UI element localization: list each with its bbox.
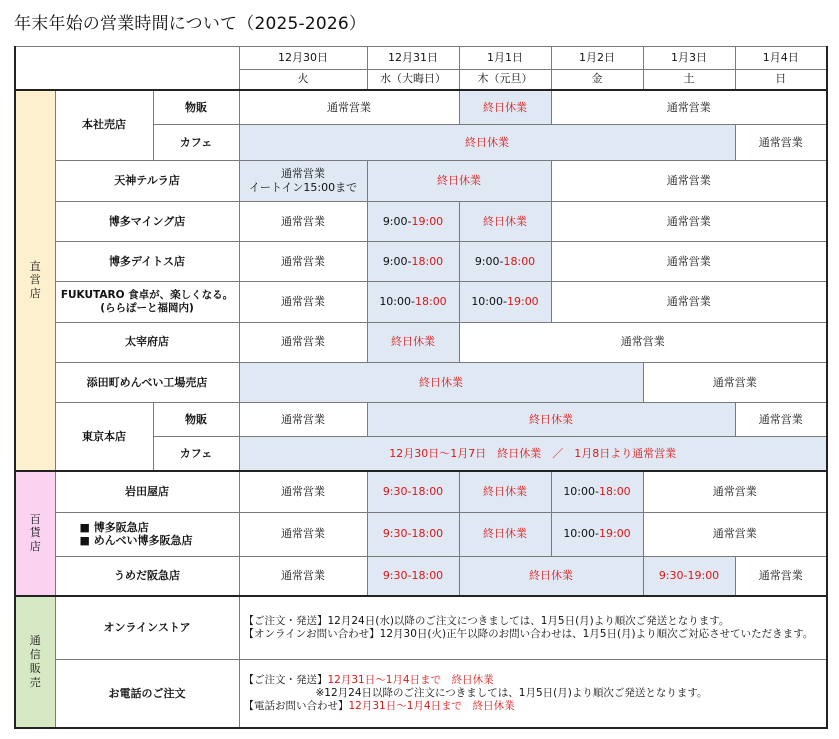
cell-closed: 終日休業 <box>459 512 551 556</box>
channel-phone-order: お電話のご注文 <box>55 660 239 728</box>
cell-normal: 通常営業 <box>643 471 827 512</box>
cell-normal: 通常営業 <box>239 512 367 556</box>
cell-hours: 9:30-18:00 <box>367 512 459 556</box>
cell-normal: 通常営業 <box>239 322 367 362</box>
channel-online-store: オンラインストア <box>55 596 239 660</box>
col-date: 1月4日 <box>735 47 827 70</box>
cell-closed: 終日休業 <box>367 322 459 362</box>
category-direct-stores: 直 営 店 <box>15 90 55 471</box>
cell-normal: 通常営業 <box>735 403 827 437</box>
store-maing: 博多マイング店 <box>55 201 239 241</box>
store-deitos: 博多デイトス店 <box>55 242 239 282</box>
cell-normal: 通常営業 <box>551 90 827 125</box>
cell-closed: 終日休業 <box>459 90 551 125</box>
col-dow: 水（大晦日） <box>367 69 459 90</box>
cell-normal: 通常営業 <box>239 282 367 322</box>
store-tokyo: 東京本店 <box>55 403 153 471</box>
cell-normal: 通常営業 <box>551 160 827 201</box>
cell-normal: 通常営業 <box>643 362 827 402</box>
cell-normal: 通常営業 <box>239 403 367 437</box>
store-iwataya: 岩田屋店 <box>55 471 239 512</box>
cell-hours: 9:00-18:00 <box>459 242 551 282</box>
cell-hours: 9:00-19:00 <box>367 201 459 241</box>
cell-normal: 通常営業 <box>239 201 367 241</box>
cell-normal: 通常営業 <box>239 90 459 125</box>
col-dow: 火 <box>239 69 367 90</box>
cell-closed: 終日休業 <box>459 201 551 241</box>
cell-normal: 通常営業 <box>239 471 367 512</box>
header-corner <box>15 47 239 90</box>
sub-buppan: 物販 <box>153 403 239 437</box>
cell-hours: 9:30-19:00 <box>643 556 735 595</box>
cell-closed: 終日休業 <box>459 471 551 512</box>
cell-hours: 9:30-18:00 <box>367 471 459 512</box>
cell-tokyo-cafe: 12月30日～1月7日 終日休業 ／ 1月8日より通常営業 <box>239 437 827 471</box>
cell-normal: 通常営業 <box>551 201 827 241</box>
category-mail-order: 通 信 販 売 <box>15 596 55 728</box>
col-dow: 日 <box>735 69 827 90</box>
cell-normal: 通常営業 <box>735 556 827 595</box>
cell-closed: 終日休業 <box>459 556 643 595</box>
cell-normal: 通常営業 <box>239 556 367 595</box>
category-department-stores: 百 貨 店 <box>15 471 55 596</box>
sub-cafe: カフェ <box>153 125 239 160</box>
store-honsha: 本社売店 <box>55 90 153 160</box>
cell-hours: 10:00-19:00 <box>459 282 551 322</box>
cell-normal: 通常営業 <box>643 512 827 556</box>
col-date: 12月31日 <box>367 47 459 70</box>
col-date: 12月30日 <box>239 47 367 70</box>
cell-normal: 通常営業 <box>551 242 827 282</box>
cell-hours: 10:00-18:00 <box>551 471 643 512</box>
online-notes: 【ご注文・発送】12月24日(水)以降のご注文につきましては、1月5日(月)より順次ご発送となります。 【オンラインお問い合わせ】12月30日(火)正午以降のお問い合わせは、1月5日(月)より順次ご対応させていただきます。 <box>239 596 827 660</box>
cell-hours: 9:30-18:00 <box>367 556 459 595</box>
cell-closed: 終日休業 <box>239 125 735 160</box>
store-tenjin: 天神テルラ店 <box>55 160 239 201</box>
store-hakata-hankyu: ■ 博多阪急店 ■ めんべい博多阪急店 <box>55 512 239 556</box>
cell-tenjin-note: 通常営業 イートイン15:00まで <box>239 160 367 201</box>
cell-hours: 9:00-18:00 <box>367 242 459 282</box>
cell-closed: 終日休業 <box>367 160 551 201</box>
col-date: 1月3日 <box>643 47 735 70</box>
schedule-table <box>14 46 828 729</box>
cell-normal: 通常営業 <box>459 322 827 362</box>
cell-normal: 通常営業 <box>551 282 827 322</box>
col-dow: 土 <box>643 69 735 90</box>
cell-closed: 終日休業 <box>239 362 643 402</box>
cell-hours: 10:00-19:00 <box>551 512 643 556</box>
store-dazaifu: 太宰府店 <box>55 322 239 362</box>
store-fukutaro: FUKUTARO 食卓が、楽しくなる。 (ららぽーと福岡内) <box>55 282 239 322</box>
col-date: 1月1日 <box>459 47 551 70</box>
store-soeda: 添田町めんべい工場売店 <box>55 362 239 402</box>
col-dow: 木（元旦） <box>459 69 551 90</box>
phone-notes: 【ご注文・発送】12月31日～1月4日まで 終日休業 ※12月24日以降のご注文につきましては、1月5日(月)より順次ご発送となります。 【電話お問い合わせ】12月31日～1月4日まで 終日休業 <box>239 660 827 728</box>
sub-buppan: 物販 <box>153 90 239 125</box>
col-dow: 金 <box>551 69 643 90</box>
page-title: 年末年始の営業時間について（2025-2026） <box>14 14 367 34</box>
cell-normal: 通常営業 <box>239 242 367 282</box>
sub-cafe: カフェ <box>153 437 239 471</box>
cell-normal: 通常営業 <box>735 125 827 160</box>
cell-closed: 終日休業 <box>367 403 735 437</box>
cell-hours: 10:00-18:00 <box>367 282 459 322</box>
store-umeda: うめだ阪急店 <box>55 556 239 595</box>
col-date: 1月2日 <box>551 47 643 70</box>
